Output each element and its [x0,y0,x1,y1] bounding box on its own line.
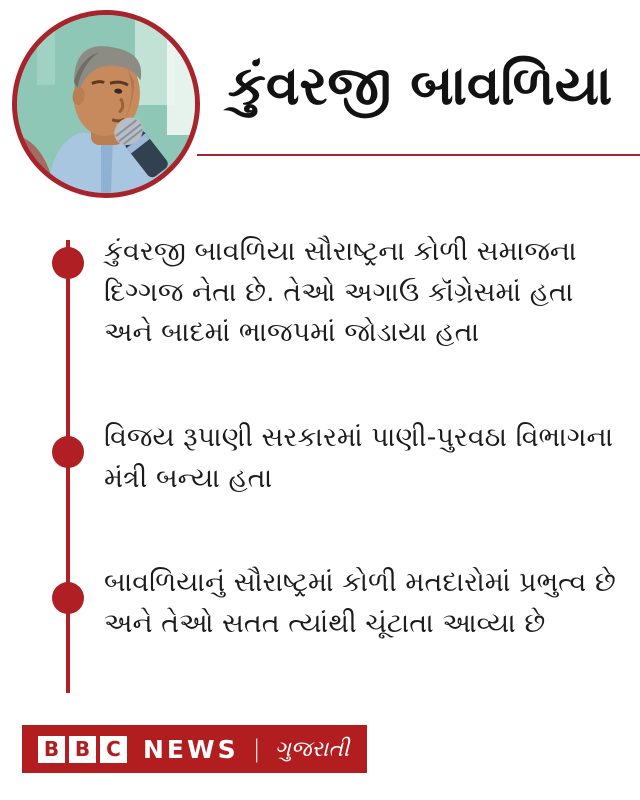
bullet-text-3: બાવળિયાનું સૌરાષ્ટ્રમાં કોળી મતદારોમાં પ્રભુત્વ છે અને તેઓ સતત ત્યાંથી ચૂંટાતા આવ્યા છે [104,567,616,639]
banner-divider: | [252,735,261,763]
language-label: ગુજરાતી [274,736,350,762]
bullet-dot [52,247,84,279]
bbc-letter-box: B [69,736,96,763]
bbc-news-banner [22,725,367,773]
bullet-dot [52,582,84,614]
bullet-text-2: વિજય રૂપાણી સરકારમાં પાણી-પુરવઠા વિભાગના મંત્રી બન્યા હતા [104,422,614,494]
header-divider-line [197,154,640,156]
page-title: કુંવરજી બાવળિયા [227,54,613,117]
bbc-letter-box: C [100,736,127,763]
news-label: NEWS [143,734,239,764]
bullet-dot [52,436,84,468]
bbc-letter-box: B [38,736,65,763]
avatar [12,10,200,198]
bullet-text-1: કુંવરજી બાવળિયા સૌરાષ્ટ્રના કોળી સમાજના દિગ્ગજ નેતા છે. તેઓ અગાઉ કૉંગ્રેસમાં હતા અને બાદમાં ભાજપમાં જોડાયા હતા [104,236,577,348]
bbc-logo [38,736,127,763]
portrait-photo-icon [17,15,195,193]
